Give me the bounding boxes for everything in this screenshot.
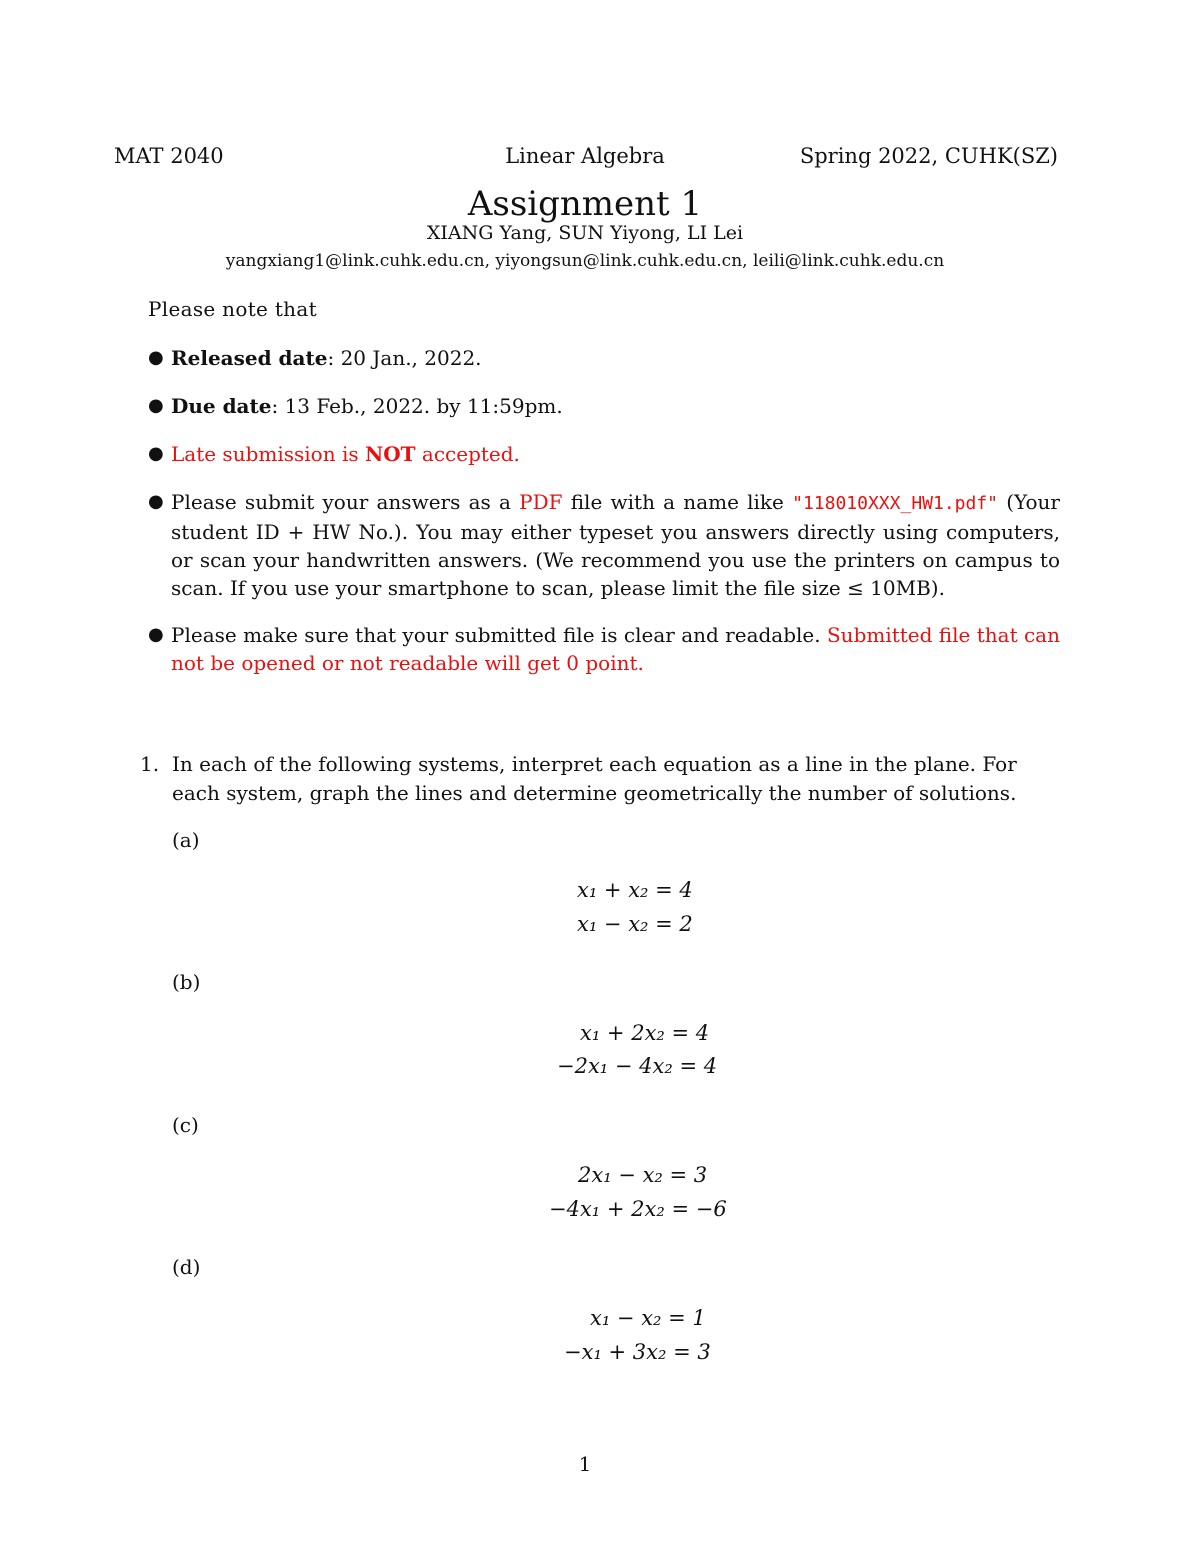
released-date-item xyxy=(148,344,1060,372)
pdf-keyword: PDF xyxy=(519,490,563,514)
late-submission-item xyxy=(148,440,1060,468)
bullet-icon: ● xyxy=(148,491,164,512)
bullet-icon: ● xyxy=(148,443,164,464)
submission-format-item xyxy=(148,488,1060,602)
clear-text-a: Please make sure that your submitted file is clear and readable. xyxy=(171,623,827,647)
late-not: NOT xyxy=(364,442,416,466)
due-date-item xyxy=(148,392,1060,420)
due-value: : 13 Feb., 2022. by 11:59pm. xyxy=(271,394,563,418)
part-d-label: (d) xyxy=(172,1255,201,1279)
page-number: 1 xyxy=(578,1452,592,1476)
submit-text-c: (Your student ID + HW No.). You may either typeset you answers directly using computers, or scan your handwritten answers. (We recommend you use the printers on campus to scan. If you use your smartphone to scan, please limit the file size ≤ 10MB). xyxy=(171,490,1060,600)
submit-text-a: Please submit your answers as a xyxy=(171,490,520,514)
readability-item xyxy=(148,621,1060,677)
question-text: In each of the following systems, interpret each equation as a line in the plane. For each system, graph the lines and determine geometrically the number of solutions. xyxy=(172,752,1017,805)
term: Spring 2022, CUHK(SZ) xyxy=(799,144,1058,168)
part-a-label: (a) xyxy=(172,828,200,852)
note-intro: Please note that xyxy=(148,297,317,321)
part-d-equation-1: x₁ − x₂ = 1 xyxy=(590,1306,706,1330)
part-c-equation-2: −4x₁ + 2x₂ = −6 xyxy=(549,1197,727,1221)
bullet-icon: ● xyxy=(148,395,164,416)
late-text-a: Late submission is xyxy=(171,442,365,466)
clear-warning: Submitted file that can not be opened or not readable will get 0 point. xyxy=(171,623,1060,675)
course-code: MAT 2040 xyxy=(114,144,224,168)
submit-text-b: file with a name like xyxy=(562,490,793,514)
late-text-c: accepted. xyxy=(415,442,520,466)
part-a-equation-2: x₁ − x₂ = 2 xyxy=(577,912,693,936)
part-c-equation-1: 2x₁ − x₂ = 3 xyxy=(578,1163,708,1187)
part-b-label: (b) xyxy=(172,970,201,994)
filename-example: "118010XXX_HW1.pdf" xyxy=(792,493,999,514)
part-b-equation-1: x₁ + 2x₂ = 4 xyxy=(580,1021,710,1045)
released-label: Released date xyxy=(171,346,328,370)
bullet-icon: ● xyxy=(148,624,164,645)
author-emails: yangxiang1@link.cuhk.edu.cn, yiyongsun@link.cuhk.edu.cn, leili@link.cuhk.edu.cn xyxy=(225,251,945,271)
authors: XIANG Yang, SUN Yiyong, LI Lei xyxy=(426,222,744,244)
course-name: Linear Algebra xyxy=(505,144,665,168)
question-number: 1. xyxy=(140,752,160,776)
assignment-title: Assignment 1 xyxy=(467,184,703,224)
part-a-equation-1: x₁ + x₂ = 4 xyxy=(577,878,693,902)
part-d-equation-2: −x₁ + 3x₂ = 3 xyxy=(564,1340,711,1364)
part-b-equation-2: −2x₁ − 4x₂ = 4 xyxy=(557,1054,718,1078)
released-value: : 20 Jan., 2022. xyxy=(327,346,482,370)
bullet-icon: ● xyxy=(148,347,164,368)
question-1 xyxy=(140,750,1060,808)
due-label: Due date xyxy=(171,394,272,418)
part-c-label: (c) xyxy=(172,1113,199,1137)
